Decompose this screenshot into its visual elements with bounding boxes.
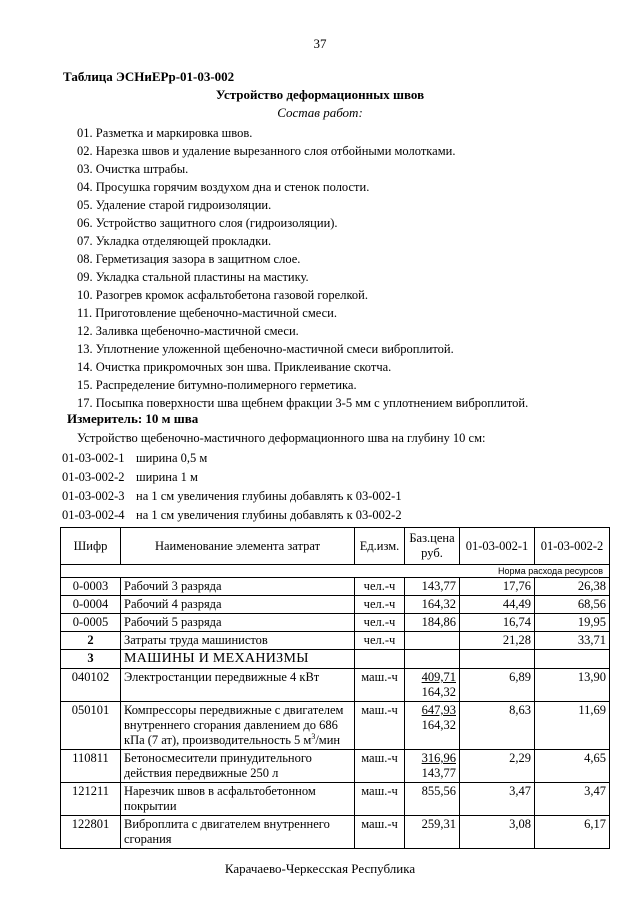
table-row [61, 783, 610, 816]
work-item: 17. Посыпка поверхности шва щебнем фракции 3-5 мм с уплотнением виброплитой. [77, 396, 529, 410]
variant-code: 01-03-002-1 [62, 451, 125, 465]
row-value-2: 26,38 [535, 578, 610, 596]
row-value-1: 16,74 [460, 614, 535, 632]
row-name: Электростанции передвижные 4 кВт [121, 669, 355, 702]
row-price: 259,31 [405, 816, 460, 849]
work-item: 10. Разогрев кромок асфальтобетона газовой горелкой. [77, 288, 368, 302]
row-value-1: 3,47 [460, 783, 535, 816]
row-name: Рабочий 4 разряда [121, 596, 355, 614]
table-row [61, 578, 610, 596]
empty-cell [405, 650, 460, 669]
work-composition-title: Состав работ: [277, 105, 363, 120]
row-unit: маш.-ч [355, 702, 405, 750]
table-row [61, 632, 610, 650]
row-name: Рабочий 3 разряда [121, 578, 355, 596]
work-item: 09. Укладка стальной пластины на мастику. [77, 270, 309, 284]
row-value-1: 44,49 [460, 596, 535, 614]
work-item: 01. Разметка и маркировка швов. [77, 126, 253, 140]
variant-text: ширина 0,5 м [136, 451, 208, 465]
table-row [61, 750, 610, 783]
norm-row [61, 565, 610, 578]
table-row [61, 702, 610, 750]
row-price [405, 750, 460, 783]
row-code: 0-0003 [61, 578, 121, 596]
variant-text: на 1 см увеличения глубины добавлять к 03-002-2 [136, 508, 402, 522]
row-value-2: 4,65 [535, 750, 610, 783]
page-footer: Карачаево-Черкесская Республика [224, 861, 416, 876]
row-code: 050101 [61, 702, 121, 750]
row-price: 855,56 [405, 783, 460, 816]
header-variant-1: 01-03-002-1 [460, 528, 535, 565]
row-value-2: 13,90 [535, 669, 610, 702]
work-item: 03. Очистка штрабы. [77, 162, 189, 176]
row-code: 122801 [61, 816, 121, 849]
work-item: 08. Герметизация зазора в защитном слое. [77, 252, 301, 266]
row-value-2: 33,71 [535, 632, 610, 650]
variant-code: 01-03-002-4 [62, 508, 125, 522]
work-item: 05. Удаление старой гидроизоляции. [77, 198, 272, 212]
empty-cell [535, 650, 610, 669]
row-value-1: 8,63 [460, 702, 535, 750]
row-price [405, 669, 460, 702]
row-value-1: 21,28 [460, 632, 535, 650]
section-name: МАШИНЫ И МЕХАНИЗМЫ [121, 650, 355, 669]
header-code: Шифр [61, 528, 121, 565]
section-row [61, 650, 610, 669]
work-item: 02. Нарезка швов и удаление вырезанного слоя отбойными молотками. [77, 144, 456, 158]
row-unit: чел.-ч [355, 614, 405, 632]
work-item: 04. Просушка горячим воздухом дна и стенок полости. [77, 180, 370, 194]
variant-text: ширина 1 м [136, 470, 198, 484]
row-value-1: 3,08 [460, 816, 535, 849]
row-code: 2 [61, 632, 121, 650]
row-code: 0-0004 [61, 596, 121, 614]
row-code: 040102 [61, 669, 121, 702]
row-value-1: 2,29 [460, 750, 535, 783]
variant-text: на 1 см увеличения глубины добавлять к 03-002-1 [136, 489, 402, 503]
work-item: 07. Укладка отделяющей прокладки. [77, 234, 272, 248]
row-price-secondary: 164,32 [421, 718, 456, 732]
table-code: Таблица ЭСНиЕРр-01-03-002 [63, 69, 235, 84]
row-name-text: Компрессоры передвижные с двигателем внутреннего сгорания давлением до 686 кПа (7 ат), производительность 5 м [124, 703, 344, 747]
row-code: 121211 [61, 783, 121, 816]
cost-table [60, 527, 610, 849]
variant-item [62, 487, 402, 506]
row-price: 184,86 [405, 614, 460, 632]
row-unit: маш.-ч [355, 783, 405, 816]
row-value-2: 11,69 [535, 702, 610, 750]
row-value-2: 3,47 [535, 783, 610, 816]
meter-label: Измеритель: 10 м шва [67, 411, 199, 426]
header-variant-2: 01-03-002-2 [535, 528, 610, 565]
table-row [61, 596, 610, 614]
row-name [121, 702, 355, 750]
section-title: Устройство деформационных швов [215, 87, 425, 102]
table-header-row [61, 528, 610, 565]
work-item: 11. Приготовление щебеночно-мастичной смеси. [77, 306, 337, 320]
row-name-sup: 3 [311, 731, 316, 741]
row-price-main: 647,93 [421, 703, 456, 717]
row-price-secondary: 164,32 [421, 685, 456, 699]
header-name: Наименование элемента затрат [121, 528, 355, 565]
work-item: 06. Устройство защитного слоя (гидроизоляции). [77, 216, 338, 230]
norm-label: Норма расхода ресурсов [61, 565, 610, 578]
row-value-2: 19,95 [535, 614, 610, 632]
row-name: Виброплита с двигателем внутреннего сгорания [121, 816, 355, 849]
row-code: 110811 [61, 750, 121, 783]
row-name: Рабочий 5 разряда [121, 614, 355, 632]
header-unit: Ед.изм. [355, 528, 405, 565]
row-unit: чел.-ч [355, 578, 405, 596]
section-code: 3 [61, 650, 121, 669]
variant-item [62, 449, 402, 468]
work-item: 12. Заливка щебеночно-мастичной смеси. [77, 324, 299, 338]
row-price: 164,32 [405, 596, 460, 614]
row-price-main: 316,96 [421, 751, 456, 765]
row-name: Нарезчик швов в асфальтобетонном покрытии [121, 783, 355, 816]
work-item: 14. Очистка прикромочных зон шва. Приклеивание скотча. [77, 360, 392, 374]
row-value-2: 68,56 [535, 596, 610, 614]
empty-cell [355, 650, 405, 669]
row-value-2: 6,17 [535, 816, 610, 849]
empty-cell [460, 650, 535, 669]
row-name-tail: /мин [315, 733, 341, 747]
variant-code: 01-03-002-3 [62, 489, 125, 503]
work-list [77, 124, 528, 412]
row-price [405, 632, 460, 650]
variant-item [62, 468, 402, 487]
row-unit: маш.-ч [355, 816, 405, 849]
row-price: 143,77 [405, 578, 460, 596]
row-value-1: 6,89 [460, 669, 535, 702]
row-price-main: 409,71 [421, 670, 456, 684]
header-price: Баз.цена руб. [405, 528, 460, 565]
variant-code: 01-03-002-2 [62, 470, 125, 484]
work-item: 13. Уплотнение уложенной щебеночно-мастичной смеси виброплитой. [77, 342, 454, 356]
row-unit: маш.-ч [355, 669, 405, 702]
work-item: 15. Распределение битумно-полимерного герметика. [77, 378, 357, 392]
row-unit: чел.-ч [355, 632, 405, 650]
row-name: Затраты труда машинистов [121, 632, 355, 650]
row-price-secondary: 143,77 [421, 766, 456, 780]
row-value-1: 17,76 [460, 578, 535, 596]
table-row [61, 614, 610, 632]
table-row [61, 669, 610, 702]
row-unit: чел.-ч [355, 596, 405, 614]
row-price [405, 702, 460, 750]
row-name: Бетоносмесители принудительного действия передвижные 250 л [121, 750, 355, 783]
row-unit: маш.-ч [355, 750, 405, 783]
variant-list [62, 449, 402, 525]
row-code: 0-0005 [61, 614, 121, 632]
page-number: 37 [313, 36, 327, 51]
measure-description: Устройство щебеночно-мастичного деформационного шва на глубину 10 см: [77, 431, 486, 445]
table-row [61, 816, 610, 849]
variant-item [62, 506, 402, 525]
